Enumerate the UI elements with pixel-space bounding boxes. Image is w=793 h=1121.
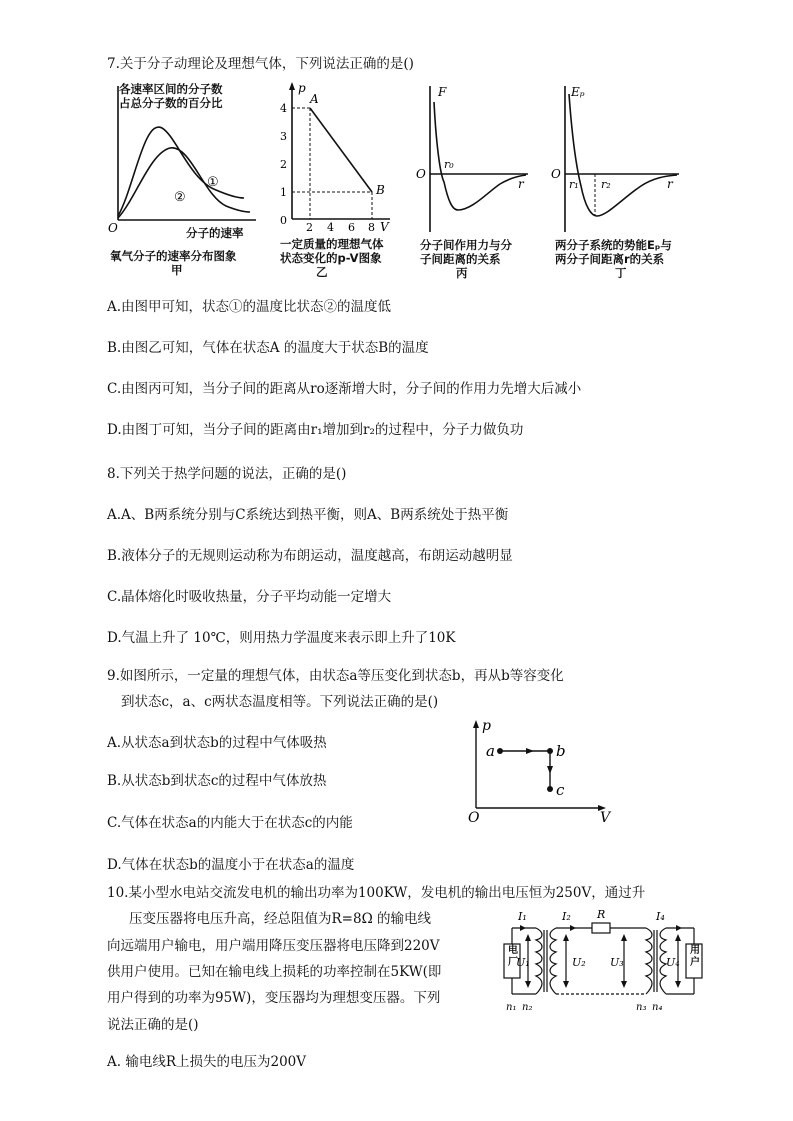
fig-bing-force-distance [414, 82, 534, 234]
bing-origin: O [416, 167, 426, 181]
fig-yi-pv-diagram [276, 82, 396, 232]
q10-transmission-circuit [496, 906, 711, 1018]
bing-caption-line2: 子间距离的关系 [420, 252, 501, 266]
circuit-i4-label: I₄ [656, 910, 665, 923]
circuit-i1-label: I₁ [518, 910, 527, 923]
circuit-u1-label: U₁ [516, 956, 530, 969]
circuit-user-label: 用户 [690, 945, 700, 968]
jia-caption: 氧气分子的速率分布图象 [110, 249, 237, 263]
q8-stem: 8.下列关于热学问题的说法，正确的是() [107, 466, 347, 482]
ding-caption-line2: 两分子间距离r的关系 [555, 252, 665, 266]
yi-xaxis-label: V [380, 220, 389, 232]
q9-stem-line1: 9.如图所示，一定量的理想气体，由状态a等压变化到状态b，再从b等容变化 [107, 668, 564, 684]
ding-origin: O [551, 167, 561, 181]
q10-stem-line2: 压变压器将电压升高，经总阻值为R=8Ω 的输电线 [129, 911, 432, 927]
q7-option-a: A.由图甲可知，状态①的温度比状态②的温度低 [107, 299, 392, 315]
circuit-n4-label: n₄ [652, 1002, 663, 1013]
ding-yaxis-label: Eₚ [571, 85, 585, 99]
q9-state-a: a [486, 742, 495, 760]
ding-r2-label: r₂ [601, 178, 611, 191]
q8-option-a: A.A、B两系统分别与C系统达到热平衡，则A、B两系统处于热平衡 [107, 507, 509, 523]
q9-state-c: c [556, 781, 565, 799]
q9-option-b: B.从状态b到状态c的过程中气体放热 [107, 773, 327, 789]
yi-ytick: 3 [280, 130, 287, 143]
yi-caption-label: 乙 [316, 265, 328, 279]
q9-option-d: D.气体在状态b的温度小于在状态a的温度 [107, 857, 355, 873]
circuit-i2-label: I₂ [562, 910, 571, 923]
q8-option-c: C.晶体熔化时吸收热量，分子平均动能一定增大 [107, 589, 392, 605]
q9-option-c: C.气体在状态a的内能大于在状态c的内能 [107, 815, 353, 831]
q9-pv-figure [462, 716, 612, 826]
circuit-n2-label: n₂ [522, 1002, 533, 1013]
yi-caption-line1: 一定质量的理想气体 [280, 237, 384, 251]
q7-option-c: C.由图丙可知，当分子间的距离从ro逐渐增大时，分子间的作用力先增大后减小 [107, 381, 582, 397]
circuit-n3-label: n₃ [636, 1002, 647, 1013]
q10-stem-line5: 用户得到的功率为95W)，变压器均为理想变压器。下列 [107, 990, 441, 1006]
bing-yaxis-label: F [438, 85, 447, 99]
q8-option-b: B.液体分子的无规则运动称为布朗运动，温度越高，布朗运动越明显 [107, 548, 513, 564]
jia-ylabel-line2: 占总分子数的百分比 [119, 96, 223, 110]
jia-caption-label: 甲 [171, 263, 183, 277]
q9-option-a: A.从状态a到状态b的过程中气体吸热 [107, 735, 327, 751]
yi-caption-line2: 状态变化的p-V图象 [280, 251, 382, 265]
q7-option-b: B.由图乙可知，气体在状态A 的温度大于状态B的温度 [107, 340, 429, 356]
jia-curve1-label: ① [207, 175, 219, 190]
jia-origin: O [108, 221, 118, 235]
fig-ding-potential-energy [549, 82, 689, 234]
circuit-u4-label: U₄ [666, 956, 680, 969]
bing-caption-line1: 分子间作用力与分 [420, 238, 512, 252]
bing-r0-label: r₀ [444, 158, 454, 171]
q10-option-a: A. 输电线R上损失的电压为200V [107, 1054, 307, 1070]
ding-caption-label: 丁 [615, 266, 627, 280]
q10-stem-line6: 说法正确的是() [107, 1017, 199, 1033]
yi-point-b: B [376, 183, 385, 197]
q7-option-d: D.由图丁可知，当分子间的距离由r₁增加到r₂的过程中，分子力做负功 [107, 422, 524, 438]
q8-option-d: D.气温上升了 10℃，则用热力学温度来表示即上升了10K [107, 630, 456, 646]
q7-stem: 7.关于分子动理论及理想气体，下列说法正确的是() [107, 56, 414, 72]
yi-ytick: 4 [280, 102, 287, 115]
jia-ylabel-line1: 各速率区间的分子数 [119, 82, 223, 96]
yi-xtick: 4 [327, 221, 334, 232]
circuit-plant-label: 电厂 [508, 945, 518, 968]
q10-stem-line3: 向远端用户输电，用户端用降压变压器将电压降到220V [107, 938, 440, 954]
q9-v-axis-label: V [600, 810, 611, 826]
ding-r1-label: r₁ [569, 178, 579, 191]
yi-xtick: 8 [368, 221, 375, 232]
q9-state-b: b [556, 742, 566, 760]
yi-yaxis-label: p [298, 82, 306, 95]
yi-xtick: 2 [306, 221, 313, 232]
yi-ytick: 2 [280, 158, 287, 171]
yi-point-a: A [310, 92, 319, 106]
ding-caption-line1: 两分子系统的势能Eₚ与 [555, 238, 672, 252]
yi-ytick: 0 [280, 214, 287, 227]
circuit-u3-label: U₃ [610, 956, 624, 969]
ding-xaxis-label: r [667, 177, 673, 191]
jia-curve2-label: ② [174, 190, 186, 205]
circuit-n1-label: n₁ [506, 1002, 517, 1013]
circuit-u2-label: U₂ [572, 956, 586, 969]
q10-stem-line4: 供用户使用。已知在输电线上损耗的功率控制在5KW(即 [107, 964, 442, 980]
bing-caption-label: 丙 [456, 266, 468, 280]
q10-stem-line1: 10.某小型水电站交流发电机的输出功率为100KW，发电机的输出电压恒为250V，通过升 [107, 885, 646, 901]
circuit-r-label: R [597, 908, 606, 921]
q9-origin: O [468, 810, 480, 826]
q9-stem-line2: 到状态c，a、c两状态温度相等。下列说法正确的是() [121, 694, 439, 710]
yi-ytick: 1 [280, 186, 287, 199]
bing-xaxis-label: r [518, 177, 524, 191]
q9-p-axis-label: p [482, 718, 491, 734]
jia-xlabel: 分子的速率 [186, 226, 244, 240]
yi-xtick: 6 [348, 221, 355, 232]
